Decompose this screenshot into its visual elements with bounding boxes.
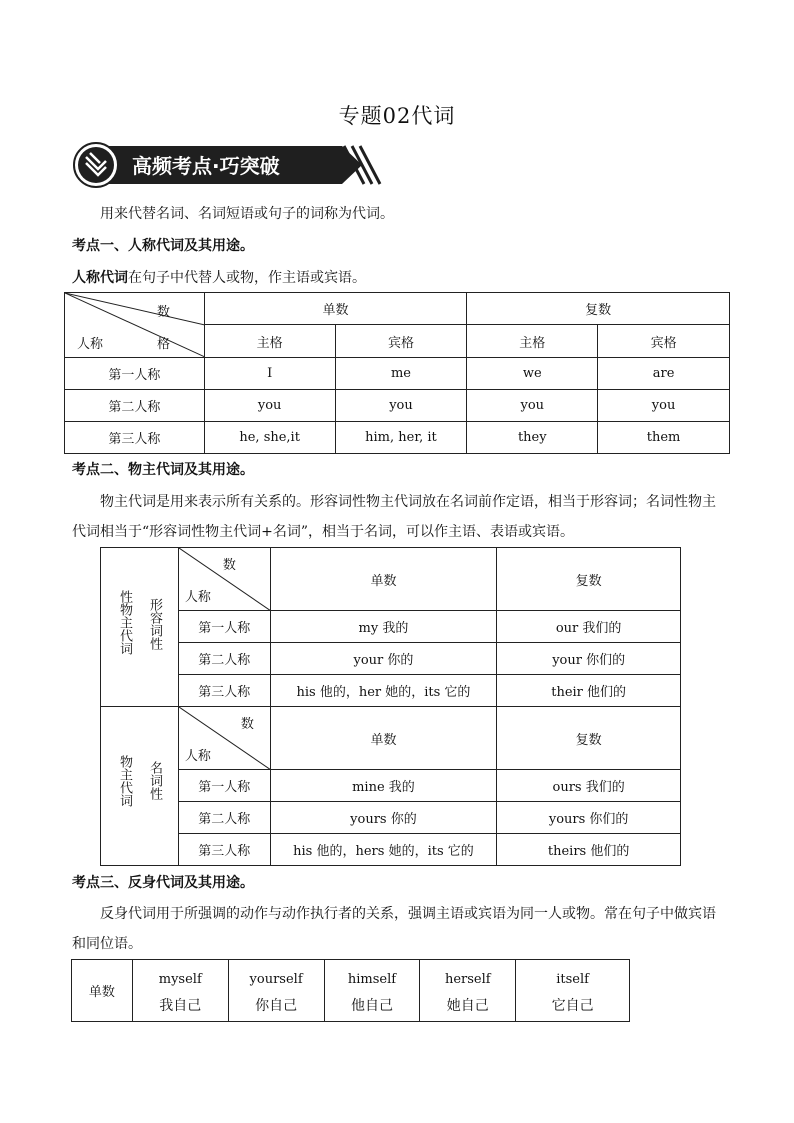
reflexive-zh: 你自己 bbox=[255, 997, 298, 1014]
reflexive-zh: 我自己 bbox=[159, 997, 202, 1014]
cell: are bbox=[598, 358, 730, 390]
header-plural: 复数 bbox=[497, 707, 681, 770]
reflexive-cell bbox=[132, 960, 228, 1022]
table-row bbox=[101, 770, 681, 802]
cell: them bbox=[598, 422, 730, 454]
table-row bbox=[101, 834, 681, 866]
reflexive-pronoun-table bbox=[71, 959, 630, 1022]
section3-heading: 考点三、反身代词及其用途。 bbox=[72, 875, 254, 891]
cell: theirs 他们的 bbox=[497, 834, 681, 866]
section3-para-line2: 和同位语。 bbox=[72, 936, 142, 952]
section-banner bbox=[72, 142, 382, 188]
cell: his 他的，her 她的，its 它的 bbox=[270, 675, 497, 707]
row-person: 第三人称 bbox=[178, 675, 270, 707]
definition-body: 在句子中代替人或物，作主语或宾语。 bbox=[128, 270, 366, 286]
page-title: 专题02代词 bbox=[338, 104, 456, 128]
diag-number-label: 数 bbox=[157, 305, 171, 320]
reflexive-cell bbox=[228, 960, 324, 1022]
reflexive-zh: 他自己 bbox=[350, 997, 393, 1014]
header-singular-nominative: 主格 bbox=[204, 325, 335, 358]
adj-label-b: 形容词性 bbox=[147, 598, 162, 650]
diag-person-label: 人称 bbox=[77, 337, 104, 352]
diagonal-header-cell bbox=[178, 548, 270, 611]
noun-label-b: 名词性 bbox=[147, 761, 162, 800]
header-singular: 单数 bbox=[270, 707, 497, 770]
reflexive-zh: 它自己 bbox=[551, 997, 594, 1014]
reflexive-en: myself bbox=[158, 971, 202, 987]
noun-possessive-label bbox=[101, 707, 179, 866]
cell: yours 你们的 bbox=[497, 802, 681, 834]
row-person: 第二人称 bbox=[178, 643, 270, 675]
diag-case-label: 格 bbox=[157, 337, 171, 352]
cell: ours 我们的 bbox=[497, 770, 681, 802]
section2-para-line2: 代词相当于“形容词性物主代词+名词”，相当于名词，可以作主语、表语或宾语。 bbox=[72, 524, 575, 540]
header-plural-objective: 宾格 bbox=[598, 325, 730, 358]
table-row bbox=[101, 802, 681, 834]
cell: you bbox=[598, 390, 730, 422]
banner-graphic bbox=[72, 142, 382, 188]
section3-para-line1: 反身代词用于所强调的动作与动作执行者的关系，强调主语或宾语为同一人或物。常在句子中做宾语 bbox=[100, 906, 716, 922]
cell: me bbox=[335, 358, 467, 390]
table-row bbox=[65, 390, 730, 422]
cell: you bbox=[204, 390, 335, 422]
section2-para-line1: 物主代词是用来表示所有关系的。形容词性物主代词放在名词前作定语，相当于形容词；名词性物主 bbox=[100, 494, 716, 510]
cell: he, she,it bbox=[204, 422, 335, 454]
header-plural-nominative: 主格 bbox=[467, 325, 598, 358]
header-plural: 复数 bbox=[467, 293, 730, 325]
table-row bbox=[65, 422, 730, 454]
reflexive-en: herself bbox=[444, 971, 491, 987]
banner-text: 高频考点·巧突破 bbox=[132, 154, 280, 178]
table-row bbox=[101, 643, 681, 675]
cell: mine 我的 bbox=[270, 770, 497, 802]
row-person: 第一人称 bbox=[178, 770, 270, 802]
table-row bbox=[101, 611, 681, 643]
adj-possessive-label bbox=[101, 548, 179, 707]
cell: his 他的，hers 她的，its 它的 bbox=[270, 834, 497, 866]
section2-heading: 考点二、物主代词及其用途。 bbox=[72, 462, 254, 478]
possessive-pronoun-table bbox=[100, 547, 681, 866]
reflexive-cell bbox=[324, 960, 420, 1022]
diag-number-label: 数 bbox=[240, 717, 254, 732]
header-singular: 单数 bbox=[204, 293, 467, 325]
diag-person-label: 人称 bbox=[184, 590, 211, 605]
diagonal-header-cell bbox=[178, 707, 270, 770]
adj-label-a: 性物主代词 bbox=[117, 590, 132, 655]
cell: you bbox=[467, 390, 598, 422]
cell: we bbox=[467, 358, 598, 390]
cell: our 我们的 bbox=[497, 611, 681, 643]
cell: your 你们的 bbox=[497, 643, 681, 675]
section1-definition bbox=[72, 268, 366, 288]
table-row bbox=[101, 675, 681, 707]
reflexive-cell bbox=[420, 960, 516, 1022]
diagonal-header-cell bbox=[65, 293, 205, 358]
reflexive-en: yourself bbox=[249, 971, 303, 987]
reflexive-en: himself bbox=[347, 971, 397, 987]
cell: him, her, it bbox=[335, 422, 467, 454]
cell: yours 你的 bbox=[270, 802, 497, 834]
cell: they bbox=[467, 422, 598, 454]
reflexive-zh: 她自己 bbox=[446, 997, 489, 1014]
intro-text: 用来代替名词、名词短语或句子的词称为代词。 bbox=[100, 206, 394, 222]
diag-number-label: 数 bbox=[222, 558, 236, 573]
row-label-singular: 单数 bbox=[72, 960, 133, 1022]
personal-pronoun-table bbox=[64, 292, 730, 454]
row-person: 第一人称 bbox=[178, 611, 270, 643]
noun-label-a: 物主代词 bbox=[117, 755, 132, 807]
header-singular-objective: 宾格 bbox=[335, 325, 467, 358]
table-row bbox=[65, 358, 730, 390]
cell: my 我的 bbox=[270, 611, 497, 643]
definition-term: 人称代词 bbox=[72, 270, 128, 286]
row-person: 第三人称 bbox=[178, 834, 270, 866]
cell: you bbox=[335, 390, 467, 422]
header-plural: 复数 bbox=[497, 548, 681, 611]
row-person: 第一人称 bbox=[65, 358, 205, 390]
row-person: 第二人称 bbox=[178, 802, 270, 834]
header-singular: 单数 bbox=[270, 548, 497, 611]
cell: their 他们的 bbox=[497, 675, 681, 707]
section1-heading: 考点一、人称代词及其用途。 bbox=[72, 238, 254, 254]
reflexive-cell bbox=[516, 960, 630, 1022]
row-person: 第二人称 bbox=[65, 390, 205, 422]
cell: your 你的 bbox=[270, 643, 497, 675]
row-person: 第三人称 bbox=[65, 422, 205, 454]
diag-person-label: 人称 bbox=[184, 749, 211, 764]
cell: I bbox=[204, 358, 335, 390]
reflexive-en: itself bbox=[556, 971, 589, 987]
